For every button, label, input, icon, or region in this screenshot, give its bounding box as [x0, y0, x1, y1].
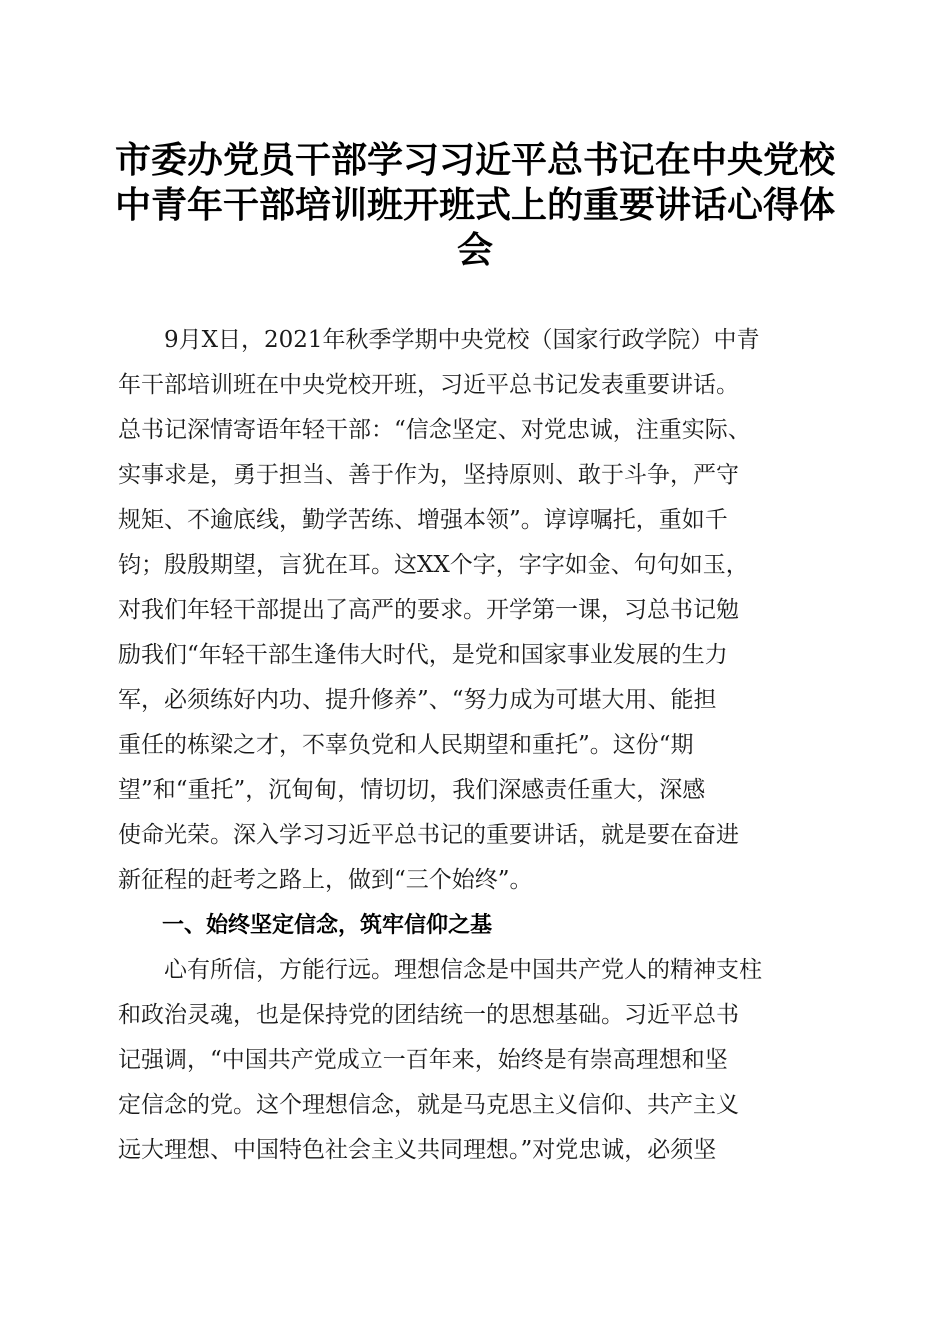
section-heading: 一、始终坚定信念，筑牢信仰之基: [118, 913, 493, 938]
paragraph-line: 重任的栋梁之才，不辜负党和人民期望和重托”。这份“期: [118, 732, 694, 758]
paragraph-line: 新征程的赶考之路上，做到“三个始终”。: [118, 867, 533, 893]
document-title: [100, 138, 850, 273]
paragraph-line: 远大理想、中国特色社会主义共同理想。”对党忠诚，必须坚: [118, 1137, 717, 1163]
title-line-1: 市委办党员干部学习习近平总书记在中央党校: [114, 139, 835, 181]
title-line-2: 中青年干部培训班开班式上的重要讲话心得体: [114, 184, 835, 226]
paragraph-line: 总书记深情寄语年轻干部：“信念坚定、对党忠诚，注重实际、: [118, 417, 751, 443]
paragraph-line: 记强调，“中国共产党成立一百年来，始终是有崇高理想和坚: [118, 1047, 728, 1073]
paragraph-line: 定信念的党。这个理想信念，就是马克思主义信仰、共产主义: [118, 1092, 739, 1118]
document-body: [118, 318, 834, 1173]
paragraph-line: 9月X日，2021年秋季学期中央党校（国家行政学院）中青: [118, 327, 760, 353]
paragraph-line: 励我们“年轻干部生逢伟大时代，是党和国家事业发展的生力: [118, 642, 728, 668]
paragraph-line: 心有所信，方能行远。理想信念是中国共产党人的精神支柱: [118, 957, 762, 983]
paragraph-intro: [118, 318, 834, 903]
paragraph-section-1: [118, 948, 834, 1173]
paragraph-line: 使命光荣。深入学习习近平总书记的重要讲话，就是要在奋进: [118, 822, 739, 848]
paragraph-line: 钧；殷殷期望，言犹在耳。这XX个字，字字如金、句句如玉，: [118, 552, 749, 578]
paragraph-line: 对我们年轻干部提出了高严的要求。开学第一课，习总书记勉: [118, 597, 739, 623]
paragraph-line: 年干部培训班在中央党校开班，习近平总书记发表重要讲话。: [118, 372, 739, 398]
paragraph-line: 和政治灵魂，也是保持党的团结统一的思想基础。习近平总书: [118, 1002, 739, 1028]
paragraph-line: 实事求是，勇于担当、善于作为，坚持原则、敢于斗争，严守: [118, 462, 739, 488]
paragraph-line: 军，必须练好内功、提升修养”、“努力成为可堪大用、能担: [118, 687, 717, 713]
paragraph-line: 规矩、不逾底线，勤学苦练、增强本领”。谆谆嘱托，重如千: [118, 507, 728, 533]
paragraph-line: 望”和“重托”，沉甸甸，情切切，我们深感责任重大，深感: [118, 777, 706, 803]
title-line-3: 会: [456, 229, 493, 271]
